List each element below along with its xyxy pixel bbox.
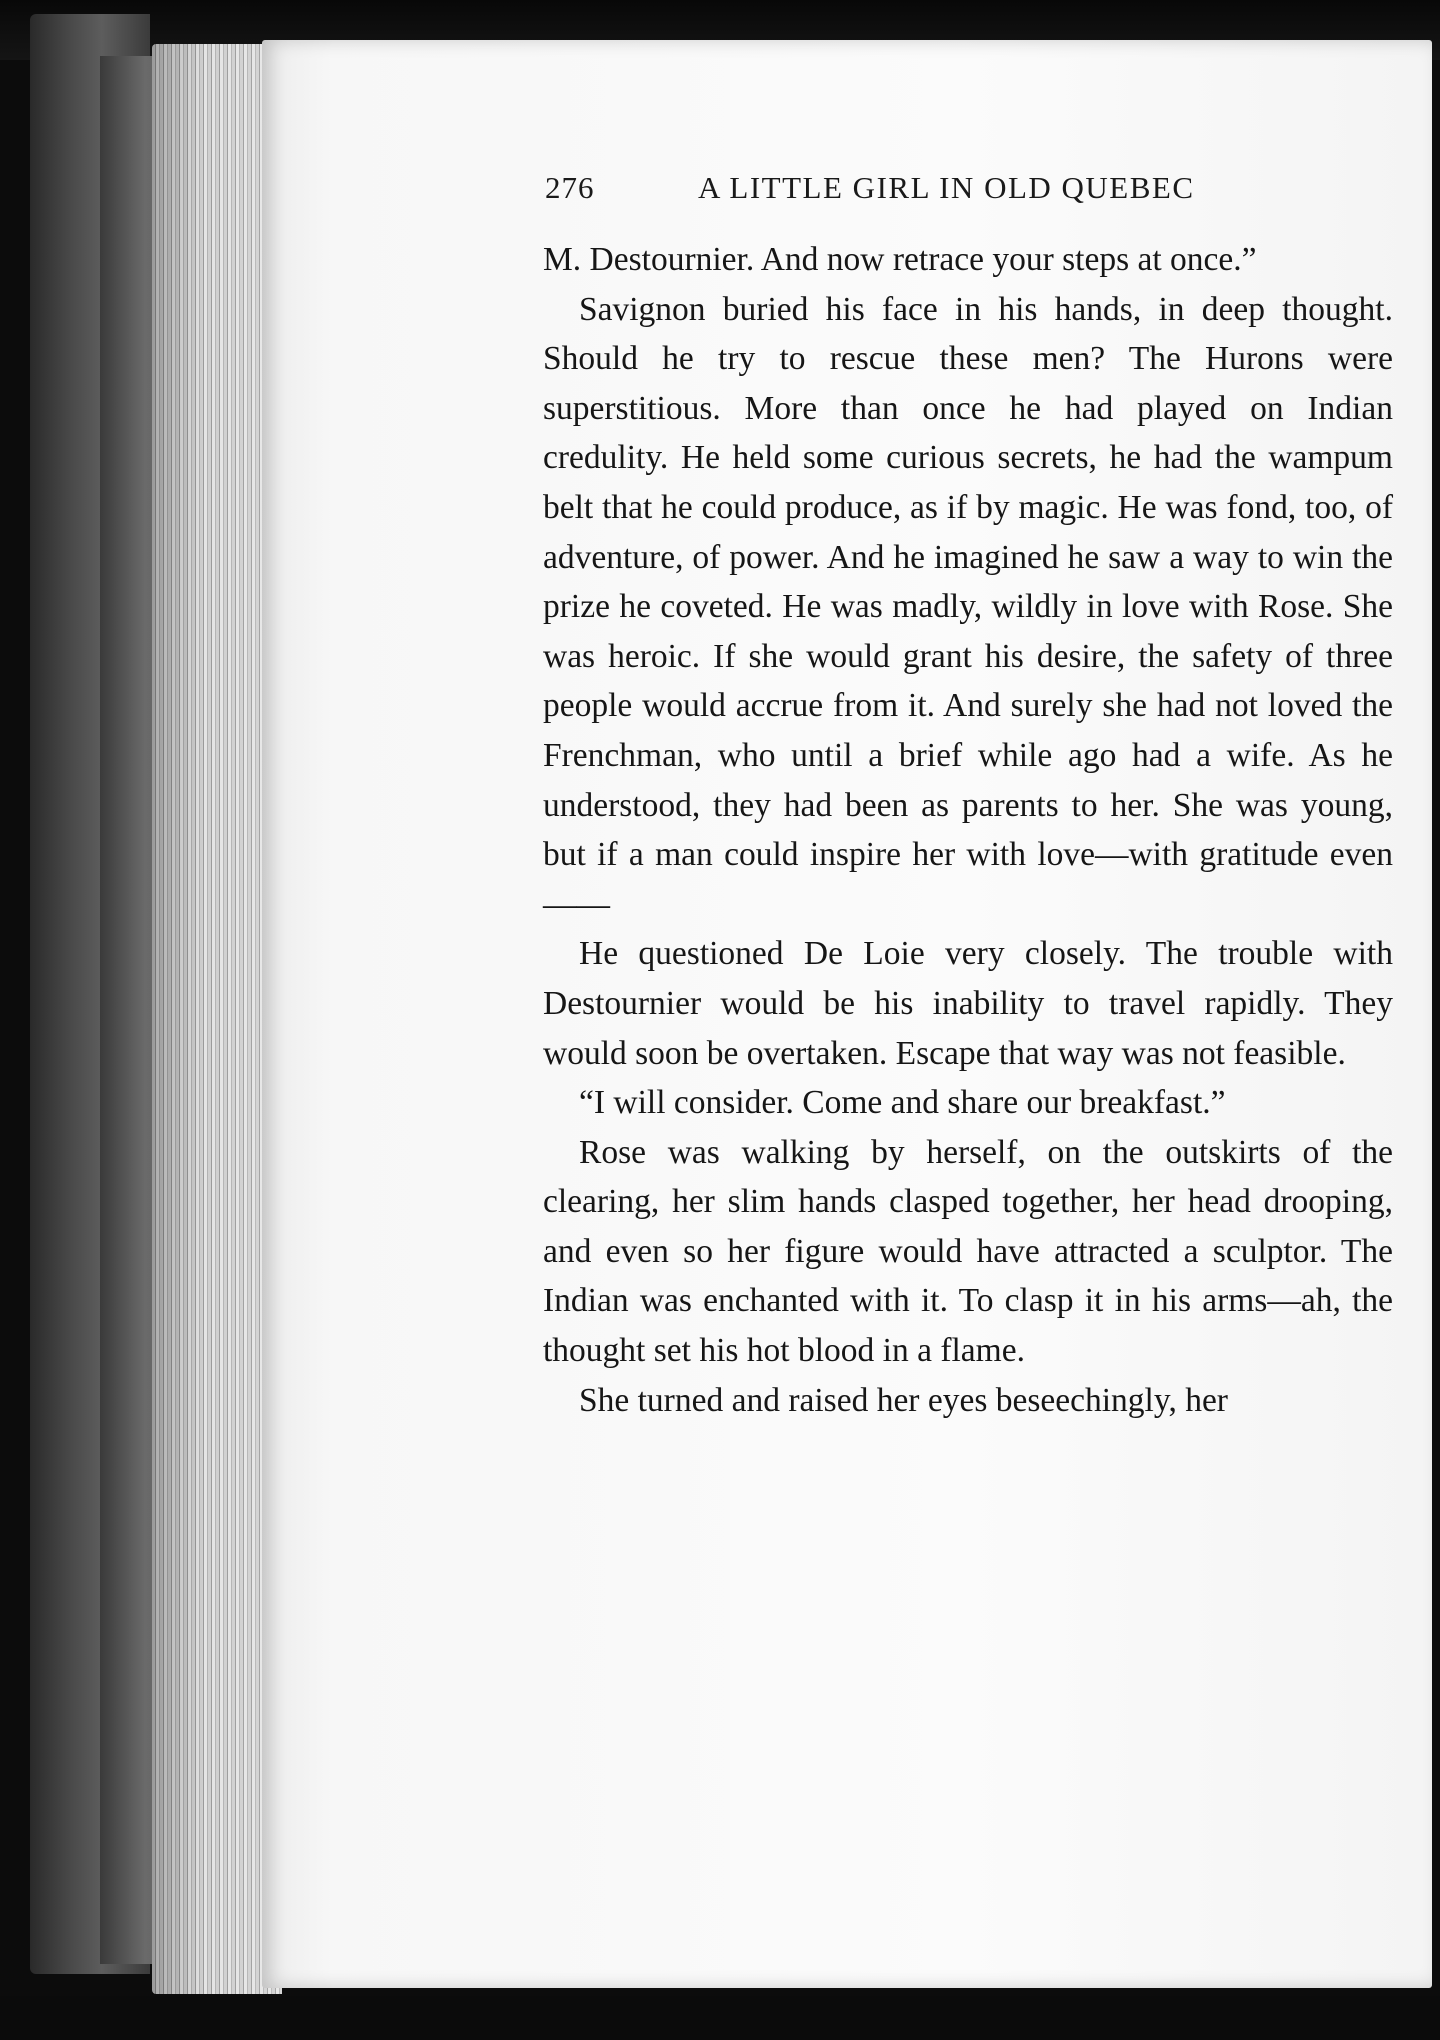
paragraph-1: M. Destournier. And now retrace your steps at once.” — [543, 241, 1257, 278]
paragraph-2: Savignon buried his face in his hands, in deep thought. Should he try to rescue these men? The Hurons were superstitious. More than once he had played on Indian credulity. He held some curious secrets, he had the wampum belt that he could produce, as if by magic. He was fond, too, of adventure, of power. And he imagined he saw a way to win the prize he coveted. He was madly, wildly in love with Rose. She was heroic. If she would grant his desire, the safety of three people would accrue from it. And surely she had not loved the Frenchman, who until a brief while ago had a wife. As he understood, they had been as parents to her. She was young, but if a man could inspire her with love—with gratitude even—— — [543, 290, 1393, 923]
paragraph-5: Rose was walking by herself, on the outskirts of the clearing, her slim hands clasped together, her head drooping, and even so her figure would have attracted a sculptor. The Indian was enchanted with it. To clasp it in his arms—ah, the thought set his hot blood in a flame. — [543, 1133, 1393, 1370]
paragraph-6: She turned and raised her eyes beseechingly, her — [579, 1381, 1228, 1419]
backdrop-bottom — [0, 1996, 1440, 2040]
paragraph-4: “I will consider. Come and share our breakfast.” — [579, 1084, 1226, 1122]
page-body-text — [543, 235, 1393, 1425]
running-title: A LITTLE GIRL IN OLD QUEBEC — [698, 170, 1195, 205]
page-number: 276 — [545, 170, 595, 205]
paragraph-3: He questioned De Loie very closely. The trouble with Destournier would be his inability to travel rapidly. They would soon be overtaken. Escape that way was not feasible. — [543, 935, 1393, 1072]
